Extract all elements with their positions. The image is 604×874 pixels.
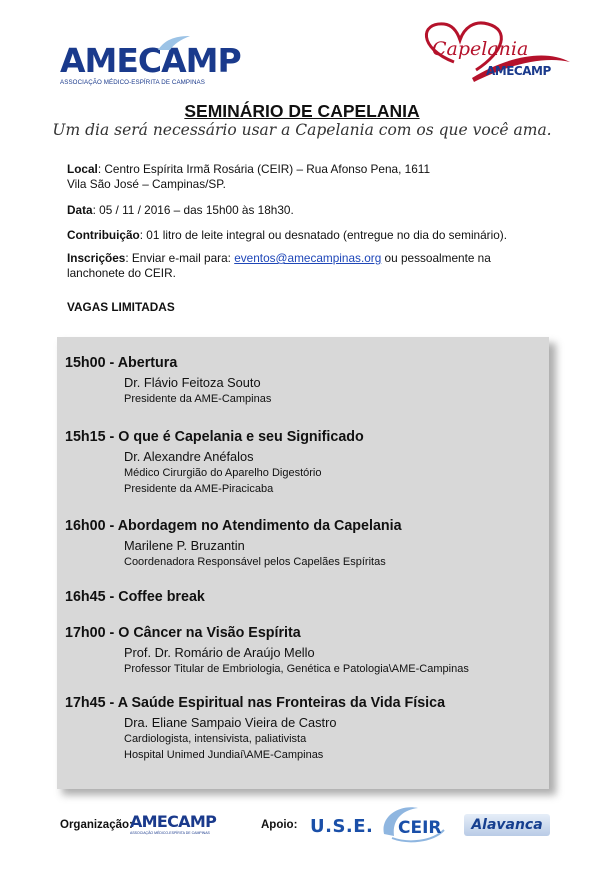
- contrib-label: Contribuição: [67, 228, 140, 242]
- program-item: [65, 517, 545, 570]
- info-inscricoes: [67, 251, 547, 281]
- program-item-role: Hospital Unimed Jundiaí\AME-Campinas: [124, 749, 324, 761]
- ceir-word: CEIR: [398, 818, 442, 838]
- inscr-label: Inscrições: [67, 251, 126, 265]
- inscr-after: ou pessoalmente na: [381, 251, 491, 265]
- apoio-label: Apoio:: [261, 819, 298, 831]
- amecamp-logo: [60, 41, 241, 86]
- ceir-logo: [378, 804, 450, 846]
- program-item-head: 17h45 - A Saúde Espiritual nas Fronteiras da Vida Física: [65, 695, 446, 711]
- capelania-word: Capelania: [432, 38, 529, 60]
- footer-amecamp-wordmark: AMECAMP: [130, 812, 217, 831]
- inscr-before: : Enviar e-mail para:: [125, 251, 235, 265]
- program-item: [65, 354, 545, 407]
- program-panel: [57, 337, 549, 789]
- footer-amecamp-logo: [130, 812, 216, 835]
- info-contribuicao: [67, 228, 507, 243]
- program-item-role: Coordenadora Responsável pelos Capelães Espíritas: [124, 556, 386, 568]
- page-title: SEMINÁRIO DE CAPELANIA: [184, 101, 420, 121]
- program-item: [65, 428, 545, 497]
- program-item: [65, 624, 545, 677]
- email-link[interactable]: eventos@amecampinas.org: [234, 251, 382, 265]
- local-line2: Vila São José – Campinas/SP.: [67, 177, 226, 191]
- alavanca-word: Alavanca: [471, 817, 543, 833]
- info-data: [67, 203, 294, 218]
- program-item: [65, 694, 545, 763]
- program-item-head: 17h00 - O Câncer na Visão Espírita: [65, 625, 301, 641]
- program-item-role: Presidente da AME-Campinas: [124, 393, 272, 405]
- alavanca-logo: [464, 814, 550, 836]
- program-item-role: Professor Titular de Embriologia, Genética e Patologia\AME-Campinas: [124, 663, 469, 675]
- dove-icon: [156, 34, 192, 52]
- amecamp-wordmark: AMECAMP: [60, 41, 241, 80]
- local-label: Local: [67, 162, 98, 176]
- capelania-org: AMECAMP: [486, 64, 551, 78]
- organizacao-label: Organização:: [60, 819, 133, 831]
- program-item-speaker: Dra. Eliane Sampaio Vieira de Castro: [124, 715, 337, 730]
- contrib-value: : 01 litro de leite integral ou desnatado (entregue no dia do seminário).: [139, 228, 507, 242]
- inscr-line2: lanchonete do CEIR.: [67, 266, 176, 280]
- program-item-role: Médico Cirurgião do Aparelho Digestório: [124, 467, 322, 479]
- program-item-head: 15h00 - Abertura: [65, 355, 178, 371]
- use-logo: U.S.E.: [310, 816, 374, 837]
- data-label: Data: [67, 203, 93, 217]
- program-item-head: 16h45 - Coffee break: [65, 589, 205, 605]
- local-line1: : Centro Espírita Irmã Rosária (CEIR) – Rua Afonso Pena, 1611: [97, 162, 431, 176]
- capelania-logo: [414, 18, 574, 90]
- program-item-speaker: Dr. Alexandre Anéfalos: [124, 449, 254, 464]
- vagas-limitadas: VAGAS LIMITADAS: [67, 300, 175, 314]
- program-item-role: Cardiologista, intensivista, paliativista: [124, 733, 307, 745]
- program-item-head: 16h00 - Abordagem no Atendimento da Capelania: [65, 518, 402, 534]
- program-item-role: Presidente da AME-Piracicaba: [124, 483, 274, 495]
- program-item-speaker: Marilene P. Bruzantin: [124, 538, 245, 553]
- program-item-speaker: Prof. Dr. Romário de Araújo Mello: [124, 645, 315, 660]
- program-item: [65, 588, 545, 606]
- footer-amecamp-tagline: ASSOCIAÇÃO MÉDICO-ESPÍRITA DE CAMPINAS: [130, 831, 210, 835]
- program-item-head: 15h15 - O que é Capelania e seu Significado: [65, 429, 364, 445]
- page-subtitle: Um dia será necessário usar a Capelania com os que você ama.: [52, 121, 552, 139]
- amecamp-tagline: ASSOCIAÇÃO MÉDICO-ESPÍRITA DE CAMPINAS: [60, 79, 205, 86]
- info-local: [67, 162, 430, 192]
- data-value: : 05 / 11 / 2016 – das 15h00 às 18h30.: [92, 203, 294, 217]
- program-item-speaker: Dr. Flávio Feitoza Souto: [124, 375, 261, 390]
